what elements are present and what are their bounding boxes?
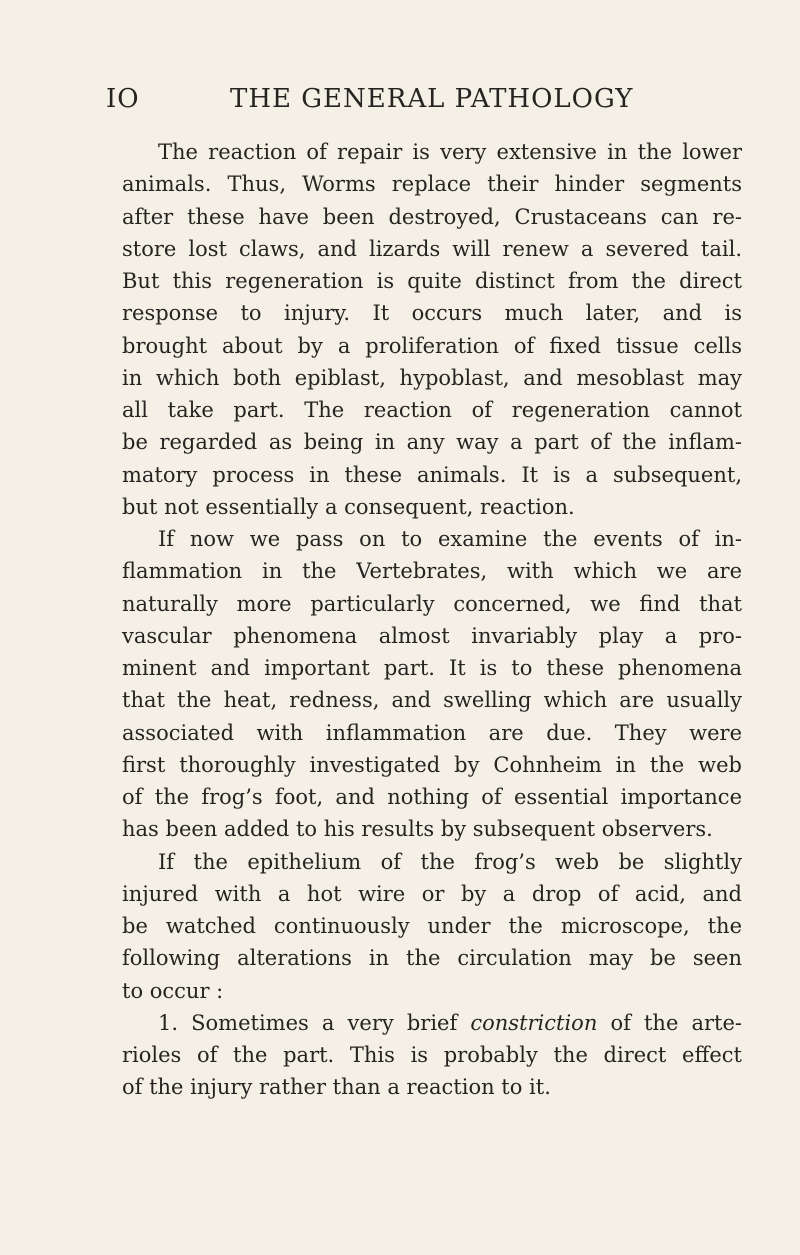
text-line: response to injury. It occurs much later, and is [122, 301, 742, 326]
text-line: If now we pass on to examine the events of in- [158, 527, 742, 551]
text-line: injured with a hot wire or by a drop of acid, and [122, 881, 742, 906]
text-line: matory process in these animals. It is a subsequent, [122, 462, 742, 487]
running-title: THE GENERAL PATHOLOGY [230, 84, 634, 114]
text-line: of the injury rather than a reaction to it. [122, 1075, 551, 1100]
italic-term: constriction [470, 1010, 598, 1035]
paragraph [122, 136, 742, 523]
body-text [122, 136, 742, 1104]
text-line: If the epithelium of the frog’s web be slightly [158, 849, 742, 874]
text-line: that the heat, redness, and swelling which are usually [122, 688, 742, 713]
text-line: to occur : [122, 978, 224, 1003]
paragraph [122, 523, 742, 846]
text-line: store lost claws, and lizards will renew a severed tail. [122, 236, 742, 261]
numbered-paragraph [122, 1007, 742, 1104]
text-line: after these have been destroyed, Crustaceans can re- [122, 204, 742, 229]
text-line: all take part. The reaction of regeneration cannot [122, 398, 742, 422]
text-line: The reaction of repair is very extensive in the lower [158, 140, 742, 164]
text-line: flammation in the Vertebrates, with which we are [122, 559, 742, 584]
text-line: first thoroughly investigated by Cohnheim in the web [122, 752, 742, 777]
text-line: vascular phenomena almost invariably play a pro- [122, 623, 742, 648]
text-run: of the arte- [597, 1010, 743, 1035]
page-header [106, 84, 666, 124]
text-line: of the frog’s foot, and nothing of essential importance [122, 785, 742, 809]
text-line: brought about by a proliferation of fixed tissue cells [122, 333, 742, 358]
text-line: but not essentially a consequent, reaction. [122, 494, 575, 519]
text-line: minent and important part. It is to these phenomena [122, 656, 742, 680]
text-run: 1. Sometimes a very brief [158, 1010, 471, 1035]
text-line: has been added to his results by subsequent observers. [122, 817, 713, 842]
text-line: animals. Thus, Worms replace their hinder segments [122, 172, 742, 197]
text-line: naturally more particularly concerned, we find that [122, 591, 742, 616]
text-line: associated with inflammation are due. They were [122, 720, 742, 745]
paragraph [122, 846, 742, 1007]
text-line: in which both epiblast, hypoblast, and mesoblast may [122, 365, 742, 390]
text-line: be regarded as being in any way a part of the inflam- [122, 430, 742, 455]
text-line: But this regeneration is quite distinct from the direct [122, 269, 742, 293]
page-number: IO [106, 84, 140, 114]
text-line: rioles of the part. This is probably the direct effect [122, 1043, 742, 1067]
text-line: following alterations in the circulation may be seen [122, 946, 742, 971]
text-line: be watched continuously under the microscope, the [122, 914, 742, 938]
text-line [122, 1007, 742, 1039]
